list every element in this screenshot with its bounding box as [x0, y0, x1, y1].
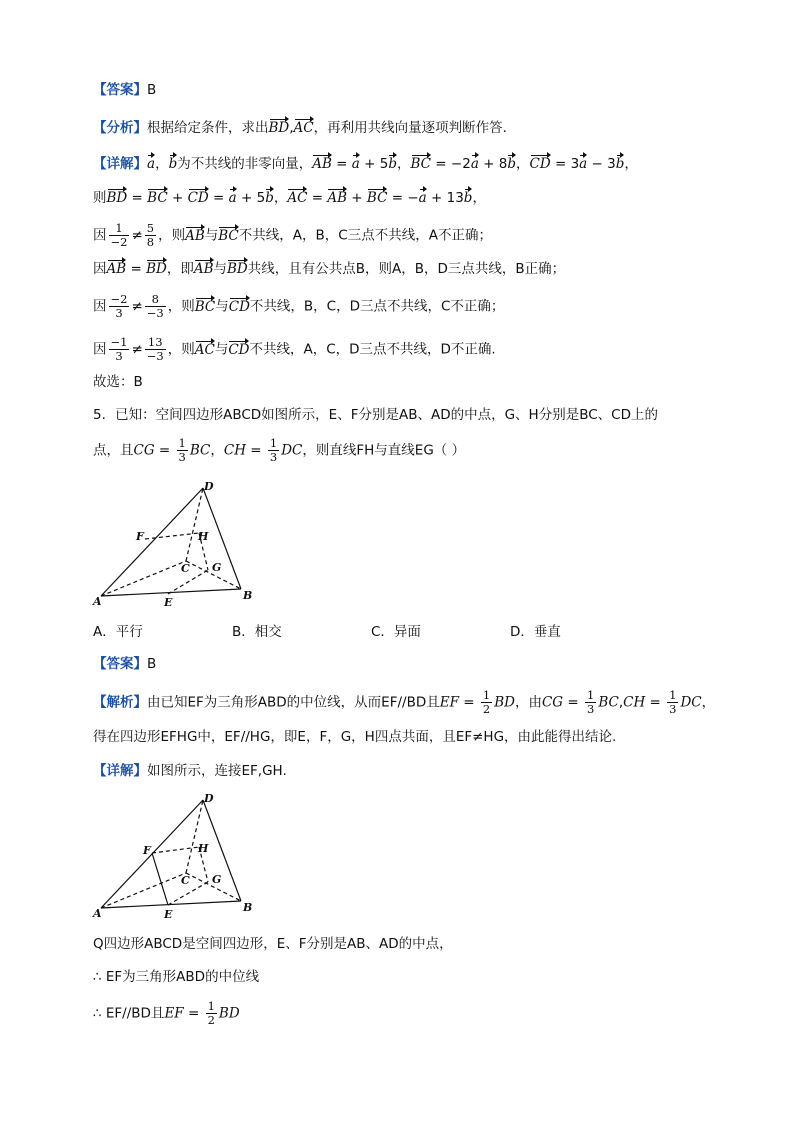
q4-conclusion: 故选：B: [93, 374, 143, 390]
q4-answer: B: [147, 82, 157, 98]
label-a: A: [93, 595, 102, 608]
q5-proof-line-1: Q四边形ABCD是空间四边形，E、F分别是AB、AD的中点，: [93, 936, 453, 952]
answer-tag: 【答案】: [93, 82, 147, 98]
label-c: C: [181, 562, 190, 575]
detail-tag: 【详解】: [93, 156, 147, 172]
label-d: D: [204, 792, 214, 805]
q4-detail-line-2: 则BD = BC + CD = a + 5b，AC = AB + BC = −a + 13b，: [93, 190, 486, 206]
tetrahedron-figure-1: [88, 476, 268, 614]
q4-analysis-line: 【分析】根据给定条件，求出BD,AC，再利用共线向量逐项判断作答.: [93, 120, 507, 136]
tetrahedron-figure-2: [88, 788, 268, 926]
analysis-tag: 【分析】: [93, 120, 147, 136]
q4-detail-line-6: 因 $\frac{-1}{3}$ ≠ $\frac{13}{-3}$ ，则AC与CD不共线，A，C，D三点不共线，D不正确.: [93, 335, 496, 363]
option-d: D．垂直: [510, 624, 561, 640]
label-d: D: [204, 480, 214, 493]
label-e: E: [164, 596, 173, 609]
label-f: F: [136, 530, 144, 543]
q4-detail-line-5: 因 $\frac{-2}{3}$ ≠ $\frac{8}{-3}$ ，则BC与CD不共线，B，C，D三点不共线，C不正确；: [93, 292, 505, 320]
label-a: A: [93, 907, 102, 920]
vector-ac: AC: [293, 120, 314, 136]
label-f: F: [143, 844, 151, 857]
q5-stem-line-1: 5．已知：空间四边形ABCD如图所示，E、F分别是AB、AD的中点，G、H分别是BC、CD上的: [93, 407, 658, 423]
label-b: B: [243, 589, 253, 602]
q4-detail-line-3: 因 $\frac{1}{-2}$ ≠ $\frac{5}{8}$ ，则AB与BC不共线，A，B，C三点不共线，A不正确；: [93, 221, 492, 249]
q5-detail-line: 【详解】如图所示，连接EF,GH.: [93, 763, 287, 779]
label-h: H: [198, 530, 209, 543]
label-g: G: [212, 561, 222, 574]
q5-stem-line-2: 点，且CG = $\frac{1}{3}$ BC，CH = $\frac{1}{3}$ DC，则直线FH与直线EG（ ）: [93, 436, 466, 464]
q4-answer-line: [93, 80, 156, 100]
label-e: E: [164, 908, 173, 921]
label-c: C: [181, 874, 190, 887]
q5-jiexi-line-2: 得在四边形EFHG中，EF//HG，即E，F，G，H四点共面，且EF≠HG，由此能得出结论.: [93, 729, 617, 745]
q4-detail-line-1: 【详解】a，b为不共线的非零向量，AB = a + 5b，BC = −2a + 8b，CD = 3a − 3b，: [93, 156, 638, 172]
label-h: H: [198, 842, 209, 855]
q5-answer-line: 【答案】B: [93, 656, 157, 672]
option-a: A．平行: [93, 624, 143, 640]
jiexi-tag: 【解析】: [93, 694, 147, 711]
q5-answer: B: [147, 656, 157, 672]
q5-proof-line-2: ∴ EF为三角形ABD的中位线: [93, 969, 260, 985]
option-b: B．相交: [232, 624, 282, 640]
label-b: B: [243, 901, 253, 914]
vector-bd: BD: [268, 120, 290, 136]
q5-proof-line-3: ∴ EF//BD且EF = $\frac{1}{2}$ BD: [93, 999, 240, 1027]
q5-jiexi-line-1: 【解析】由已知EF为三角形ABD的中位线，从而EF//BD且EF = $\frac{1}{2}$ BD，由CG = $\frac{1}{3}$ BC,CH = $\frac{1}{3}$ DC，: [93, 688, 716, 716]
label-g: G: [212, 873, 222, 886]
q4-detail-line-4: 因AB = BD，即AB与BD共线，且有公共点B，则A，B，D三点共线，B正确；: [93, 261, 566, 277]
option-c: C．异面: [371, 624, 421, 640]
